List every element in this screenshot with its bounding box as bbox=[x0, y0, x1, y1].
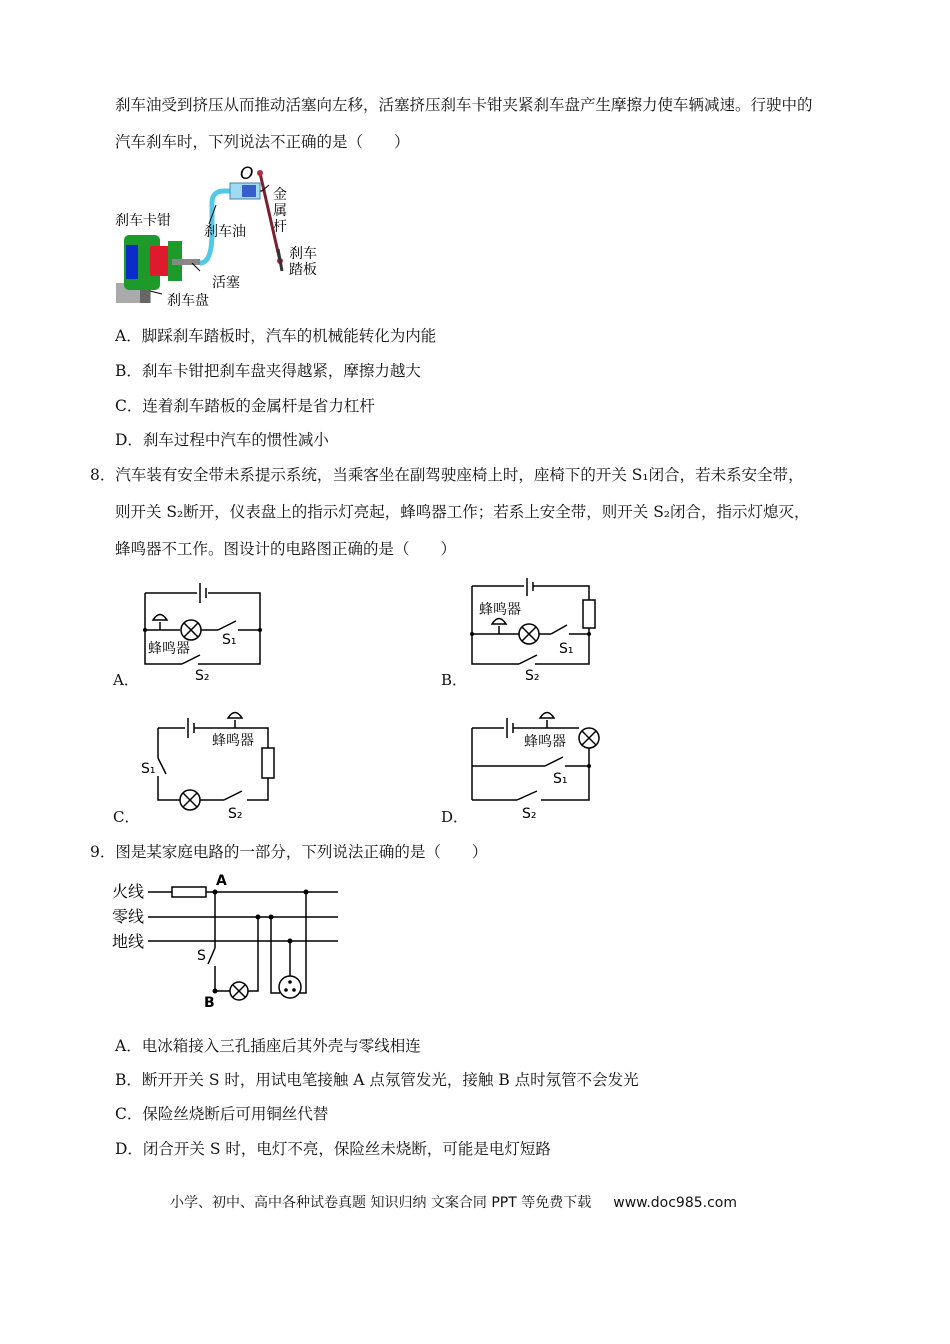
q9-option-a: A．电冰箱接入三孔插座后其外壳与零线相连 bbox=[115, 1037, 421, 1055]
live-wire-label: 火线 bbox=[112, 882, 145, 901]
circuit-d bbox=[467, 710, 607, 820]
brake-disc-label: 刹车盘 bbox=[167, 293, 209, 308]
rod-label-2: 属 bbox=[273, 203, 287, 219]
switch-s1-label: S₁ bbox=[141, 761, 156, 777]
circuit-c bbox=[140, 710, 280, 820]
q7-option-c: C．连着刹车踏板的金属杆是省力杠杆 bbox=[115, 397, 375, 415]
pedal-label-2: 踏板 bbox=[289, 262, 317, 278]
q9-option-d: D．闭合开关 S 时，电灯不亮，保险丝未烧断，可能是电灯短路 bbox=[115, 1140, 551, 1158]
switch-s2-label: S₂ bbox=[522, 806, 537, 820]
q7-option-d: D．刹车过程中汽车的惯性减小 bbox=[115, 431, 329, 449]
buzzer-label: 蜂鸣器 bbox=[524, 734, 566, 750]
q7-option-b: B．刹车卡钳把刹车盘夹得越紧，摩擦力越大 bbox=[115, 362, 421, 380]
buzzer-label: 蜂鸣器 bbox=[212, 733, 254, 749]
neutral-wire-label: 零线 bbox=[112, 907, 145, 926]
brake-oil-label: 刹车油 bbox=[204, 224, 246, 240]
piston-label: 活塞 bbox=[212, 275, 240, 291]
circuit-b bbox=[467, 578, 602, 683]
q8-stem-line2: 则开关 S₂断开，仪表盘上的指示灯亮起，蜂鸣器工作；若系上安全带，则开关 S₂闭合，指示灯熄灭， bbox=[115, 503, 810, 521]
buzzer-label: 蜂鸣器 bbox=[479, 602, 521, 618]
q9-option-c: C．保险丝烧断后可用铜丝代替 bbox=[115, 1105, 329, 1123]
circuit-d-label: D． bbox=[441, 808, 469, 826]
circuit-b-label: B． bbox=[441, 671, 468, 689]
switch-s1-label: S₁ bbox=[559, 641, 574, 657]
caliper-label: 刹车卡钳 bbox=[115, 213, 171, 229]
switch-s2-label: S₂ bbox=[195, 668, 210, 683]
q7-stem-line1: 刹车油受到挤压从而推动活塞向左移，活塞挤压刹车卡钳夹紧刹车盘产生摩擦力使车辆减速。行驶中的 bbox=[115, 96, 813, 114]
q9-option-b: B．断开开关 S 时，用试电笔接触 A 点氖管发光，接触 B 点时氖管不会发光 bbox=[115, 1071, 639, 1089]
rod-label-3: 杆 bbox=[273, 219, 287, 235]
circuit-a-label: A． bbox=[113, 671, 139, 689]
switch-s-label: S bbox=[197, 948, 206, 964]
pivot-o-label: O bbox=[240, 164, 254, 184]
switch-s1-label: S₁ bbox=[553, 771, 568, 787]
page-footer bbox=[170, 1192, 737, 1212]
circuit-c-label: C． bbox=[113, 808, 140, 826]
pedal-label-1: 刹车 bbox=[289, 246, 317, 262]
q8-stem-line1: 8．汽车装有安全带未系提示系统，当乘客坐在副驾驶座椅上时，座椅下的开关 S₁闭合，若未系安全带， bbox=[90, 466, 804, 484]
rod-label-1: 金 bbox=[273, 187, 287, 203]
q7-option-a: A．脚踩刹车踏板时，汽车的机械能转化为内能 bbox=[115, 327, 437, 345]
q7-stem-line2: 汽车刹车时，下列说法不正确的是（ ） bbox=[115, 133, 410, 151]
buzzer-label: 蜂鸣器 bbox=[148, 641, 190, 657]
point-a-label: A bbox=[216, 873, 227, 889]
household-circuit-figure bbox=[108, 870, 343, 1010]
switch-s2-label: S₂ bbox=[525, 668, 540, 683]
footer-text: 小学、初中、高中各种试卷真题 知识归纳 文案合同 PPT 等免费下载 bbox=[170, 1195, 592, 1211]
switch-s1-label: S₁ bbox=[222, 632, 237, 648]
q8-stem-line3: 蜂鸣器不工作。图设计的电路图正确的是（ ） bbox=[115, 540, 457, 558]
brake-system-figure bbox=[112, 163, 327, 308]
q9-stem: 9．图是某家庭电路的一部分，下列说法正确的是（ ） bbox=[90, 843, 488, 861]
point-b-label: B bbox=[204, 995, 215, 1010]
circuit-a bbox=[140, 578, 270, 683]
ground-wire-label: 地线 bbox=[112, 932, 145, 951]
switch-s2-label: S₂ bbox=[228, 806, 243, 820]
footer-url[interactable]: www.doc985.com bbox=[613, 1195, 737, 1211]
